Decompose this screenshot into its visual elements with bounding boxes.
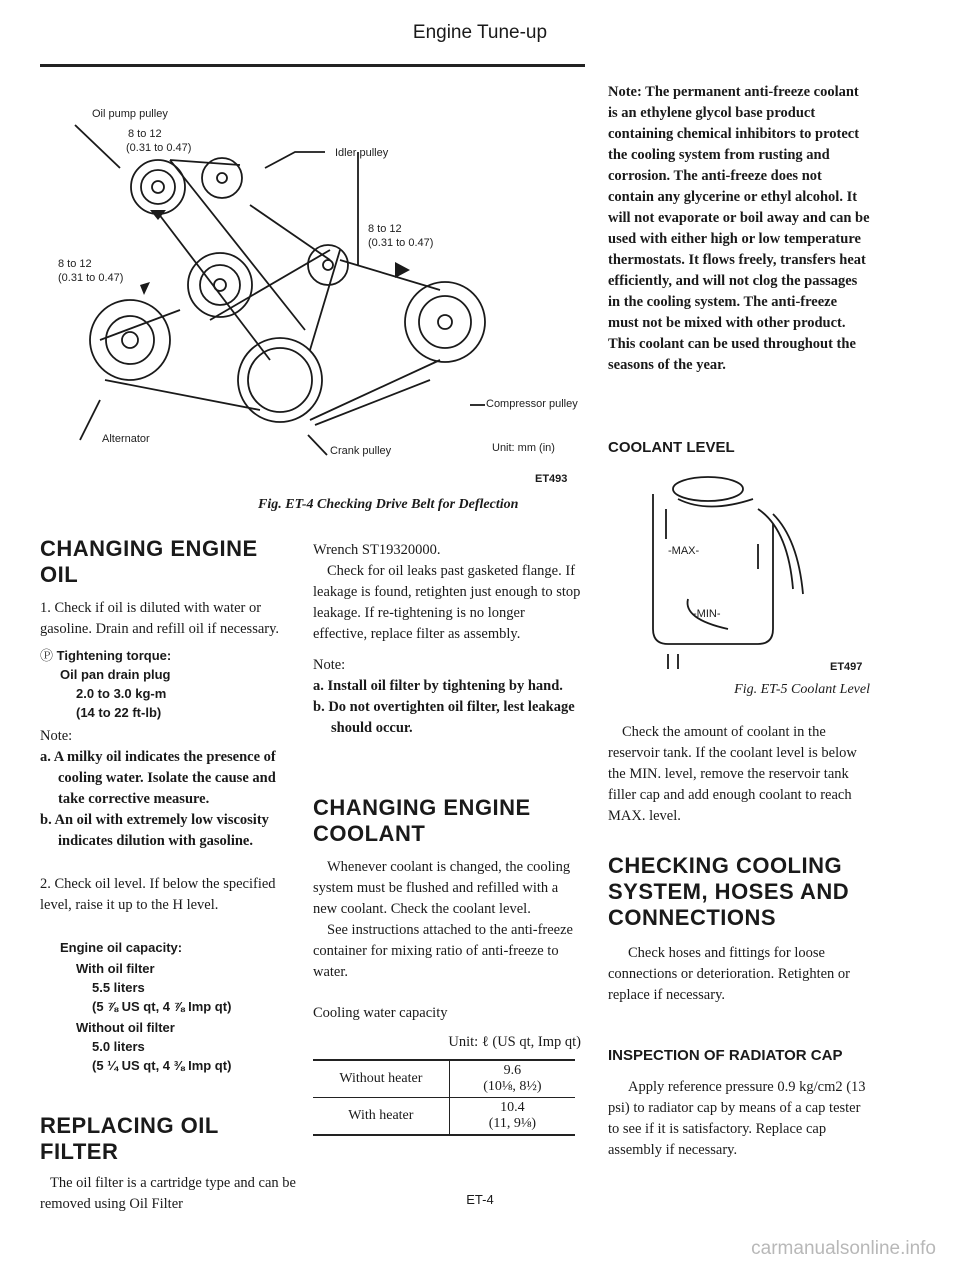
without-filter-val2: (5 ¼ US qt, 4 ⅜ Imp qt) — [92, 1058, 232, 1073]
note-2b: b. Do not overtighten oil filter, lest leakage should occur. — [313, 699, 575, 736]
para-radiator: Apply reference pressure 0.9 kg/cm2 (13 psi) to radiator cap by means of a cap tester to see if it is satisfactory. Replace cap assembly if necessary. — [608, 1079, 866, 1158]
para-check-oil: 1. Check if oil is diluted with water or gasoline. Drain and refill oil if necessary. — [40, 600, 280, 637]
para-hoses: Check hoses and fittings for loose connections or deterioration. Retighten or replace if necessary. — [608, 945, 850, 1003]
with-filter-val2: (5 ⅞ US qt, 4 ⅞ Imp qt) — [92, 999, 232, 1014]
label-alternator: Alternator — [102, 433, 150, 445]
label-crank: Crank pulley — [330, 445, 392, 457]
note-label-2: Note: — [313, 657, 346, 673]
heading-radiator-cap: INSPECTION OF RADIATOR CAP — [608, 1047, 843, 1064]
row-value2: (11, 9⅛) — [488, 1116, 537, 1131]
with-filter-val1: 5.5 liters — [92, 980, 145, 995]
label-unit: Unit: mm (in) — [492, 442, 555, 454]
table-unit: Unit: ℓ (US qt, Imp qt) — [448, 1034, 581, 1050]
torque-title-text: Tightening torque: — [56, 648, 172, 663]
heading-changing-coolant: CHANGING ENGINE COOLANT — [313, 795, 531, 846]
note-permanent-antifreeze: Note: The permanent anti-freeze coolant is an ethylene glycol base product containing chemical inhibitors to protect the cooling system from rusting and corrosion. The anti-freeze does not contain any glycerine or ethyl alcohol. It will not evaporate or boil away and can be used with either high or low temperature thermostats. It flows freely, transfers heat efficiently, and will not clog the passages in the cooling system. The anti-freeze must not be mixed with other product. This coolant can be used throughout the seasons of the year. — [608, 84, 870, 373]
heading-changing-oil: CHANGING ENGINE OIL — [40, 536, 258, 587]
label-idler-val: 8 to 12 — [368, 223, 402, 235]
para-check-level: 2. Check oil level. If below the specified level, raise it up to the H level. — [40, 876, 276, 913]
label-left-val2: (0.31 to 0.47) — [58, 272, 124, 284]
column-3 — [608, 82, 870, 1161]
table-row — [313, 1060, 575, 1098]
row-value2: (10⅛, 8½) — [483, 1079, 542, 1094]
para-whenever: Whenever coolant is changed, the cooling system must be flushed and refilled with a new coolant. Check the coolant level. — [313, 859, 571, 917]
coolant-reservoir-diagram — [608, 469, 870, 679]
label-idler: Idler pulley — [335, 147, 389, 159]
torque-val1: 2.0 to 3.0 kg-m — [76, 686, 167, 701]
label-idler-val2: (0.31 to 0.47) — [368, 237, 434, 249]
torque-item: Oil pan drain plug — [60, 667, 171, 682]
label-oil-pump-val: 8 to 12 — [128, 128, 162, 140]
note-a: a. A milky oil indicates the presence of cooling water. Isolate the cause and take corrective measure. — [40, 749, 276, 807]
para-wrench: Wrench ST19320000. — [313, 542, 441, 558]
note-b: b. An oil with extremely low viscosity indicates dilution with gasoline. — [40, 812, 269, 849]
para-check-leaks: Check for oil leaks past gasketed flange. If leakage is found, retighten just enough to stop leakage. If re-tightening is no longer effective, replace filter as assembly. — [313, 563, 581, 642]
watermark: carmanualsonline.info — [751, 1238, 936, 1259]
figure-caption-et4: Fig. ET-4 Checking Drive Belt for Deflection — [258, 497, 519, 512]
belt-diagram-figure — [40, 90, 585, 510]
label-left-val: 8 to 12 — [58, 258, 92, 270]
without-filter-val1: 5.0 liters — [92, 1039, 145, 1054]
figure-caption-et5: Fig. ET-5 Coolant Level — [734, 682, 870, 697]
column-1 — [40, 536, 298, 1215]
figure-code-et497: ET497 — [830, 661, 863, 673]
label-oil-pump-val2: (0.31 to 0.47) — [126, 142, 192, 154]
label-compressor: Compressor pulley — [486, 398, 578, 410]
para-coolant-level: Check the amount of coolant in the reservoir tank. If the coolant level is below the MIN. level, remove the reservoir tank filler cap and add enough coolant to reach MAX. level. — [608, 724, 857, 824]
row-label: With heater — [313, 1098, 449, 1136]
torque-val2: (14 to 22 ft-lb) — [76, 705, 162, 720]
column-2 — [313, 540, 581, 1136]
torque-title — [40, 646, 298, 665]
para-oil-filter: The oil filter is a cartridge type and can be removed using Oil Filter — [40, 1175, 296, 1212]
torque-icon: Ⓟ — [40, 648, 54, 663]
para-see-instructions: See instructions attached to the anti-freeze container for mixing ratio of anti-freeze to water. — [313, 922, 573, 980]
note-2a: a. Install oil filter by tightening by hand. — [313, 678, 563, 694]
row-values — [449, 1060, 575, 1098]
without-filter: Without oil filter — [76, 1020, 175, 1035]
page-number: ET-4 — [466, 1192, 494, 1207]
heading-coolant-level: COOLANT LEVEL — [608, 439, 735, 456]
table-title: Cooling water capacity — [313, 1005, 448, 1021]
coolant-level-figure — [608, 469, 870, 679]
fig-max-label: -MAX- — [668, 545, 700, 557]
header-rule — [40, 64, 585, 67]
row-value1: 9.6 — [503, 1063, 522, 1078]
heading-checking-cooling: CHECKING COOLING SYSTEM, HOSES AND CONNECTIONS — [608, 853, 850, 930]
table-row — [313, 1098, 575, 1136]
capacity-title: Engine oil capacity: — [60, 940, 183, 955]
note-label: Note: — [40, 728, 73, 744]
heading-replacing-filter: REPLACING OIL FILTER — [40, 1113, 219, 1164]
row-label: Without heater — [313, 1060, 449, 1098]
page-header: Engine Tune-up — [412, 22, 548, 43]
label-oil-pump: Oil pump pulley — [92, 108, 168, 120]
row-value1: 10.4 — [500, 1100, 525, 1115]
with-filter: With oil filter — [76, 961, 155, 976]
row-values — [449, 1098, 575, 1136]
fig-min-label: -MIN- — [693, 608, 721, 620]
figure-code: ET493 — [535, 473, 568, 485]
cooling-capacity-table — [313, 1059, 575, 1136]
